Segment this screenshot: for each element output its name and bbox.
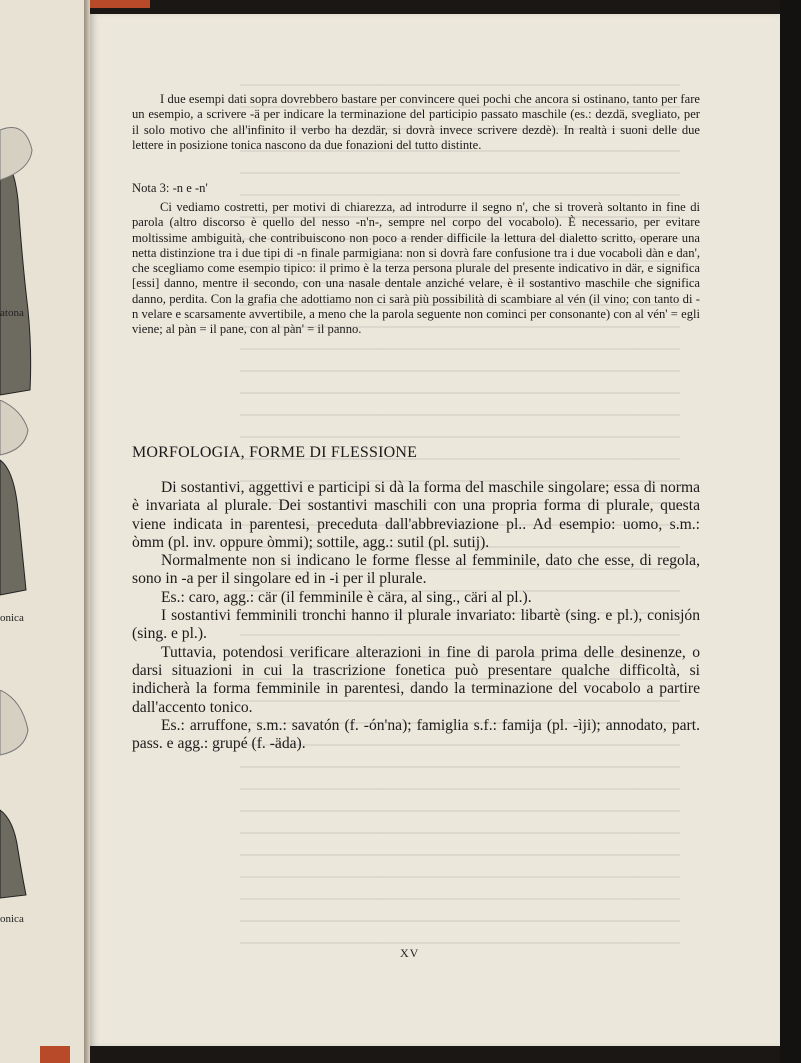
left-label-2: onica — [0, 612, 24, 624]
nota-paragraph: Ci vediamo costretti, per motivi di chiarezza, ad introdurre il segno n', che si troverà soltanto in fine di parola (altro discorso è quello del nesso -n'n-, sempre nel corpo del vocabolo). È necessario, per evitare moltissime ambiguità, che contribuiscono non poco a render difficile la lettura del dialetto scritto, operare una netta distinzione tra i due tipi di -n finale parmigiana: non si dovrà fare confusione tra i due vocaboli dàn e dan', che scegliamo come esempio tipico: il primo è la terza persona plurale del presente indicativo in där, e significa [essi] danno, mentre il secondo, con una nasale dentale anziché velare, è il sostantivo maschile che significa danno, perdita. Con la grafia che adottiamo non ci sarà più possibilità di scambiare al vén (il vino; con tanto di -n velare e scarsamente avvertibile, a meno che la parola seguente non cominci per consonante) con al vén' = egli viene; al pàn = il pane, con al pàn' = il panno. — [132, 200, 700, 337]
illustration-fragment-1 — [0, 110, 40, 410]
intro-paragraph: I due esempi dati sopra dovrebbero bastare per convincere quei pochi che ancora si ostinano, tanto per fare un esempio, a scrivere -ä per indicare la terminazione del participio passato maschile (es.: dezdä, svegliato, per il solo motivo che all'infinito il verbo ha dezdär, si dovrà invece scrivere dezdè). In realtà i suoni delle due lettere in posizione tonica nascono da due fonazioni del tutto distinte. — [132, 92, 700, 152]
body-paragraph: Di sostantivi, aggettivi e participi si dà la forma del maschile singolare; essa di norma è invariata al plurale. Dei sostantivi maschili con una propria forma di plurale, questa viene indicata in parentesi, preceduta dall'abbreviazione pl.. Ad esempio: uomo, s.m.: òmm (pl. inv. oppure òmmi); sottile, agg.: sutil (pl. sutij). — [132, 479, 700, 551]
body-paragraph: Es.: arruffone, s.m.: savatón (f. -ón'na); famiglia s.f.: famija (pl. -ìji); annodato, part. pass. e agg.: grupé (f. -äda). — [132, 716, 700, 753]
binding-ribbon-bottom — [40, 1046, 70, 1063]
page-number: XV — [400, 946, 420, 960]
dark-background-edge — [780, 0, 801, 1063]
body-paragraph: Es.: caro, agg.: cär (il femminile è cära, al sing., cäri al pl.). — [161, 588, 532, 606]
illustration-fragment-2 — [0, 400, 40, 600]
illustration-fragment-3 — [0, 690, 40, 900]
left-label-1: atona — [0, 307, 24, 319]
left-label-3: onica — [0, 913, 24, 925]
body-paragraph: Normalmente non si indicano le forme flesse al femminile, dato che esse, di regola, sono in -a per il singolare ed in -i per il plurale. — [132, 552, 700, 588]
left-page-edge — [0, 0, 85, 1063]
nota-title: Nota 3: -n e -n' — [132, 181, 208, 195]
section-heading: MORFOLOGIA, FORME DI FLESSIONE — [132, 444, 418, 461]
body-paragraph: Tuttavia, potendosi verificare alterazioni in fine di parola prima delle desinenze, o darsi situazioni in cui la trascrizione fonetica può presentare qualche difficoltà, si indicherà la forma femminile in parentesi, dando la terminazione del vocabolo a partire dall'accento tonico. — [132, 643, 700, 716]
body-paragraph: I sostantivi femminili tronchi hanno il plurale invariato: libartè (sing. e pl.), conisjón (sing. e pl.). — [132, 607, 700, 643]
section-body — [132, 479, 700, 753]
